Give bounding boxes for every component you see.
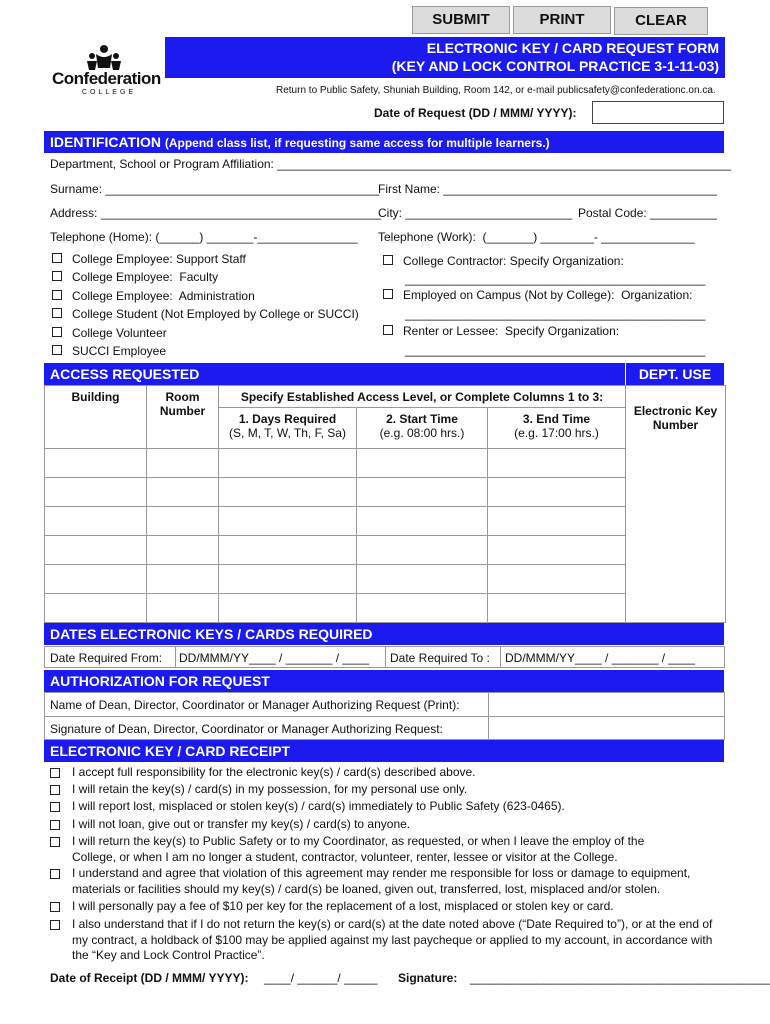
option-student[interactable]: College Student (Not Employed by College or SUCCI) [52,307,359,321]
dates-row [44,646,725,668]
option-renter[interactable]: Renter or Lessee: Specify Organization: [383,324,619,338]
checkbox-icon[interactable] [50,820,60,830]
option-support-staff[interactable]: College Employee: Support Staff [52,252,246,266]
access-table-cell[interactable] [147,594,219,623]
auth-signature-input[interactable] [489,717,724,739]
checkbox-icon[interactable] [52,345,62,355]
checkbox-icon[interactable] [52,290,62,300]
receipt-item[interactable]: I will return the key(s) to Public Safety or to my Coordinator, as requested, or when I leave the employ of the College, or when I am no longer a student, contractor, volunteer, renter, lessee or visitor at the College. [50,834,690,865]
first-name-field[interactable]: First Name: _________________________________________ [378,182,717,196]
receipt-signature-label: Signature: [398,971,458,985]
address-field[interactable]: Address: __________________________________________ [50,206,381,220]
logo-figures-icon [52,42,162,72]
date-from-field[interactable]: DD/MMM/YY____ / _______ / ____ [179,651,370,665]
access-table-cell[interactable] [45,478,147,507]
option-volunteer[interactable]: College Volunteer [52,326,167,340]
access-table-cell[interactable] [219,507,357,536]
col-electronic-key[interactable]: Electronic Key Number [626,386,726,623]
dates-header: DATES ELECTRONIC KEYS / CARDS REQUIRED [44,623,724,645]
access-table-cell[interactable] [488,594,626,623]
option-faculty[interactable]: College Employee: Faculty [52,270,218,284]
divider [385,647,386,667]
authorization-table [44,692,725,740]
access-table-cell[interactable] [147,449,219,478]
city-field[interactable]: City: _________________________ [378,206,573,220]
checkbox-icon[interactable] [50,869,60,879]
surname-field[interactable]: Surname: _________________________________________ [50,182,379,196]
access-table-cell[interactable] [357,536,488,565]
receipt-item[interactable]: I also understand that if I do not return the key(s) or card(s) at the date noted above (“Date Required to”), or at the end of my contract, a holdback of $100 may be applied against my last paycheque or applied to my account, in accordance with the “Key and Lock Control Practice”. [50,917,715,964]
checkbox-icon[interactable] [383,289,393,299]
receipt-item[interactable]: I will retain the key(s) / card(s) in my possession, for my personal use only. [50,782,730,798]
dept-use-header: DEPT. USE [626,363,724,385]
access-table-cell[interactable] [219,478,357,507]
access-table-cell[interactable] [488,449,626,478]
identification-title: IDENTIFICATION [50,134,161,150]
logo-sub: COLLEGE [82,89,137,96]
access-table-cell[interactable] [219,594,357,623]
form-title-box [165,37,725,78]
access-table-cell[interactable] [147,536,219,565]
col-days: 1. Days Required (S, M, T, W, Th, F, Sa) [219,408,357,449]
request-date-input[interactable] [592,101,724,124]
form-subtitle: (KEY AND LOCK CONTROL PRACTICE 3-1-11-03) [391,58,719,74]
receipt-date-field[interactable]: ____/ ______/ _____ [264,971,378,985]
clear-button[interactable]: CLEAR [614,7,708,35]
date-to-field[interactable]: DD/MMM/YY____ / _______ / ____ [505,651,696,665]
identification-subtitle: (Append class list, if requesting same access for multiple learners.) [164,136,550,150]
option-contractor[interactable]: College Contractor: Specify Organization: [383,254,624,268]
checkbox-icon[interactable] [383,255,393,265]
identification-header [44,131,724,153]
receipt-item[interactable]: I will report lost, misplaced or stolen key(s) / card(s) immediately to Public Safety (623-0465). [50,799,730,815]
checkbox-icon[interactable] [52,308,62,318]
contractor-org-field[interactable]: _____________________________________________ [405,272,706,286]
print-button[interactable]: PRINT [513,6,611,34]
access-table-cell[interactable] [45,507,147,536]
access-table-cell[interactable] [357,594,488,623]
access-table-cell[interactable] [488,507,626,536]
checkbox-icon[interactable] [52,253,62,263]
col-specify: Specify Established Access Level, or Complete Columns 1 to 3: [219,386,626,408]
col-end: 3. End Time (e.g. 17:00 hrs.) [488,408,626,449]
date-from-label: Date Required From: [50,651,163,665]
divider [175,647,176,667]
option-administration[interactable]: College Employee: Administration [52,289,255,303]
option-employed-on-campus[interactable]: Employed on Campus (Not by College): Organization: [383,288,692,302]
access-table-cell[interactable] [357,478,488,507]
logo-name: Confederation [52,69,161,88]
authorization-header: AUTHORIZATION FOR REQUEST [44,670,724,692]
access-table-cell[interactable] [45,536,147,565]
col-building: Building [45,386,147,449]
receipt-item[interactable]: I will personally pay a fee of $10 per key for the replacement of a lost, misplaced or stolen key or card. [50,899,730,915]
work-phone-field[interactable]: Telephone (Work): (_______) ________- ______________ [378,230,695,244]
checkbox-icon[interactable] [50,785,60,795]
form-title: ELECTRONIC KEY / CARD REQUEST FORM [426,40,719,56]
access-table-cell[interactable] [219,449,357,478]
auth-name-input[interactable] [489,693,724,716]
access-table-cell[interactable] [45,594,147,623]
checkbox-icon[interactable] [52,327,62,337]
checkbox-icon[interactable] [50,802,60,812]
receipt-date-label: Date of Receipt (DD / MMM/ YYYY): [50,971,249,985]
access-table-cell[interactable] [357,507,488,536]
col-room: Room Number [147,386,219,449]
access-table-cell[interactable] [357,565,488,594]
divider [500,647,501,667]
auth-signature-label: Signature of Dean, Director, Coordinator or Manager Authorizing Request: [50,722,443,736]
checkbox-icon[interactable] [50,920,60,930]
home-phone-field[interactable]: Telephone (Home): (______) _______-_______________ [50,230,358,244]
checkbox-icon[interactable] [52,271,62,281]
access-table-cell[interactable] [488,565,626,594]
date-to-label: Date Required To : [390,651,490,665]
receipt-item[interactable]: I understand and agree that violation of this agreement may render me responsible for loss or damage to equipment, materials or facilities should my key(s) / card(s) be loaned, given out, transferred, lost, misplaced and/or stolen. [50,866,726,897]
dept-field[interactable]: Department, School or Program Affiliation: ____________________________________________________________________ [50,157,732,171]
access-table-cell[interactable] [357,449,488,478]
col-start: 2. Start Time (e.g. 08:00 hrs.) [357,408,488,449]
checkbox-icon[interactable] [50,902,60,912]
college-logo [52,42,162,102]
checkbox-icon[interactable] [50,837,60,847]
employed-org-field[interactable]: _____________________________________________ [405,307,706,321]
access-table-cell[interactable] [488,536,626,565]
access-table-cell[interactable] [488,478,626,507]
access-table-cell[interactable] [219,565,357,594]
access-table-cell[interactable] [45,565,147,594]
access-table-cell[interactable] [219,536,357,565]
return-note: Return to Public Safety, Shuniah Building, Room 142, or e-mail publicsafety@confederationc.on.ca. [276,85,716,96]
access-table [44,385,726,623]
receipt-signature-field[interactable]: _____________________________________________ [470,971,770,985]
postal-code-field[interactable]: Postal Code: __________ [578,206,717,220]
submit-button[interactable]: SUBMIT [412,6,510,34]
renter-org-field[interactable]: _____________________________________________ [405,343,706,357]
receipt-item[interactable]: I accept full responsibility for the electronic key(s) / card(s) described above. [50,765,730,781]
auth-name-label: Name of Dean, Director, Coordinator or Manager Authorizing Request (Print): [50,698,460,712]
access-requested-header: ACCESS REQUESTED [44,363,625,385]
checkbox-icon[interactable] [383,325,393,335]
access-table-cell[interactable] [147,565,219,594]
receipt-header: ELECTRONIC KEY / CARD RECEIPT [44,740,724,762]
option-succi[interactable]: SUCCI Employee [52,344,166,358]
access-table-cell[interactable] [45,449,147,478]
access-table-cell[interactable] [147,507,219,536]
request-date-label: Date of Request (DD / MMM/ YYYY): [374,106,577,120]
receipt-item[interactable]: I will not loan, give out or transfer my key(s) / card(s) to anyone. [50,817,730,833]
access-table-cell[interactable] [147,478,219,507]
checkbox-icon[interactable] [50,768,60,778]
